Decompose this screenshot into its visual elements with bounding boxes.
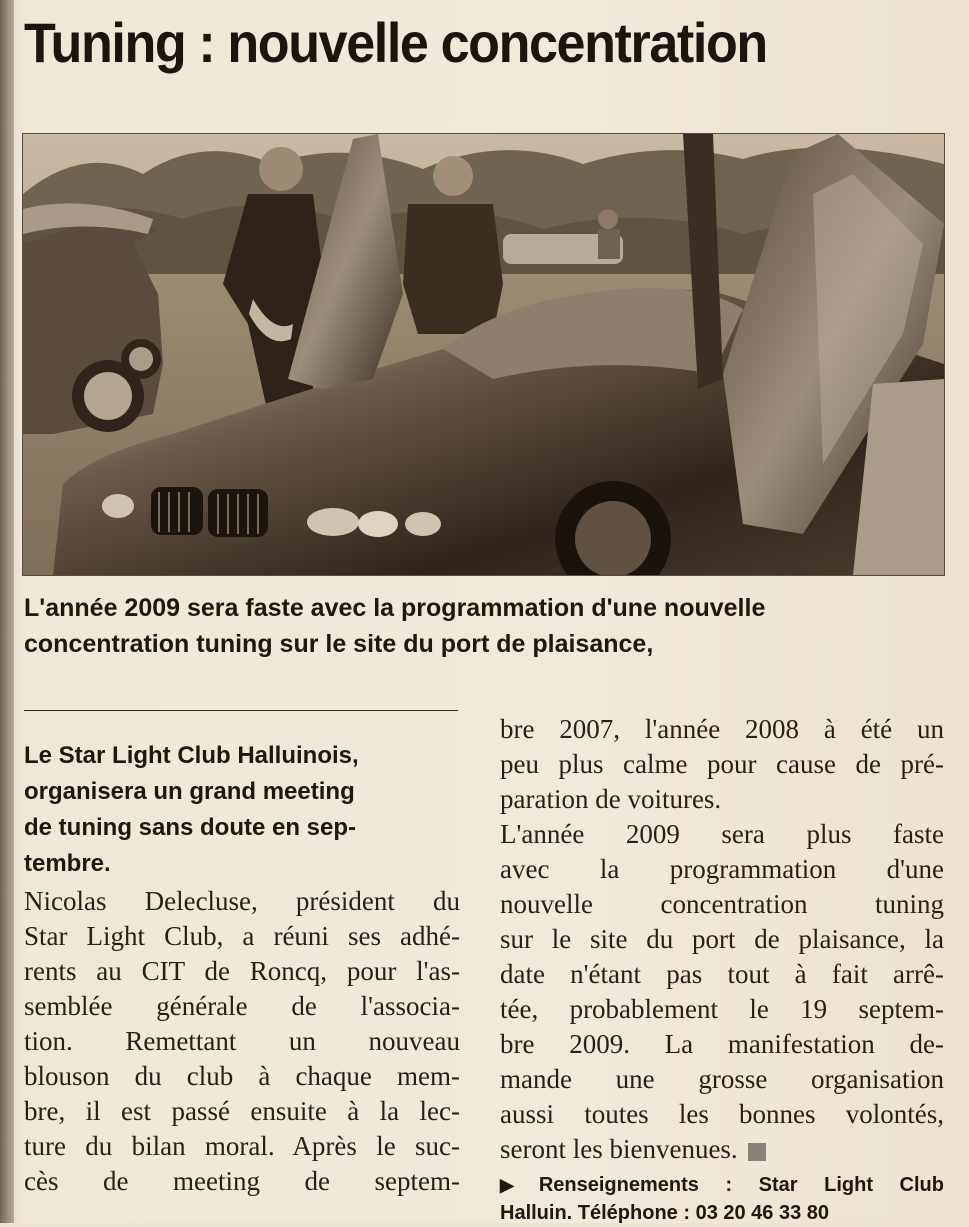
caption-line: L'année 2009 sera faste avec la programmation d'une nouvelle: [24, 594, 766, 622]
lead-line: Le Star Light Club Halluinois,: [24, 742, 359, 769]
end-square-icon: [748, 1143, 766, 1161]
lead-line: de tuning sans doute en sep-: [24, 814, 357, 841]
article-lead: [24, 738, 460, 882]
section-divider: [24, 710, 458, 711]
body-line: tée, probablement le 19 septem-: [500, 994, 944, 1024]
article-column-right: [500, 712, 944, 1227]
body-line: date n'étant pas tout à fait arrê-: [500, 959, 944, 989]
body-line: Star Light Club, a réuni ses adhé-: [24, 921, 460, 951]
body-line-text: seront les bienvenues.: [500, 1134, 738, 1164]
article-column-left: [24, 738, 460, 1199]
body-line: cès de meeting de septem-: [24, 1166, 460, 1196]
body-line: tion. Remettant un nouveau: [24, 1026, 460, 1056]
caption-line: concentration tuning sur le site du port de plaisance,: [24, 630, 654, 658]
lead-line: tembre.: [24, 850, 111, 877]
triangle-right-icon: ▶: [500, 1175, 535, 1195]
body-line: peu plus calme pour cause de pré-: [500, 749, 944, 779]
body-line: ture du bilan moral. Après le suc-: [24, 1131, 460, 1161]
body-line: Nicolas Delecluse, président du: [24, 886, 460, 916]
body-line: paration de voitures.: [500, 784, 722, 814]
body-line-final: [500, 1132, 944, 1167]
body-text: [24, 884, 460, 1199]
body-line: mande une grosse organisation: [500, 1064, 944, 1094]
body-line: L'année 2009 sera plus faste: [500, 819, 944, 849]
photo-caption: [24, 590, 949, 662]
body-line: sur le site du port de plaisance, la: [500, 924, 944, 954]
body-line: rents au CIT de Roncq, pour l'as-: [24, 956, 460, 986]
article-headline: Tuning : nouvelle concentration: [24, 11, 767, 74]
body-line: bre 2007, l'année 2008 à été un: [500, 714, 944, 744]
body-line: blouson du club à chaque mem-: [24, 1061, 460, 1091]
body-line: bre 2009. La manifestation de-: [500, 1029, 944, 1059]
info-text: Renseignements : Star Light Club: [538, 1174, 944, 1196]
body-line: aussi toutes les bonnes volontés,: [500, 1099, 944, 1129]
body-line: bre, il est passé ensuite à la lec-: [24, 1096, 460, 1126]
body-line: semblée générale de l'associa-: [24, 991, 460, 1021]
body-line: avec la programmation d'une: [500, 854, 944, 884]
info-line: [500, 1171, 944, 1199]
page-edge: [0, 0, 14, 1223]
lead-line: organisera un grand meeting: [24, 778, 355, 805]
body-line: nouvelle concentration tuning: [500, 889, 944, 919]
article-photo: [22, 133, 945, 576]
info-line: Halluin. Téléphone : 03 20 46 33 80: [500, 1202, 830, 1224]
